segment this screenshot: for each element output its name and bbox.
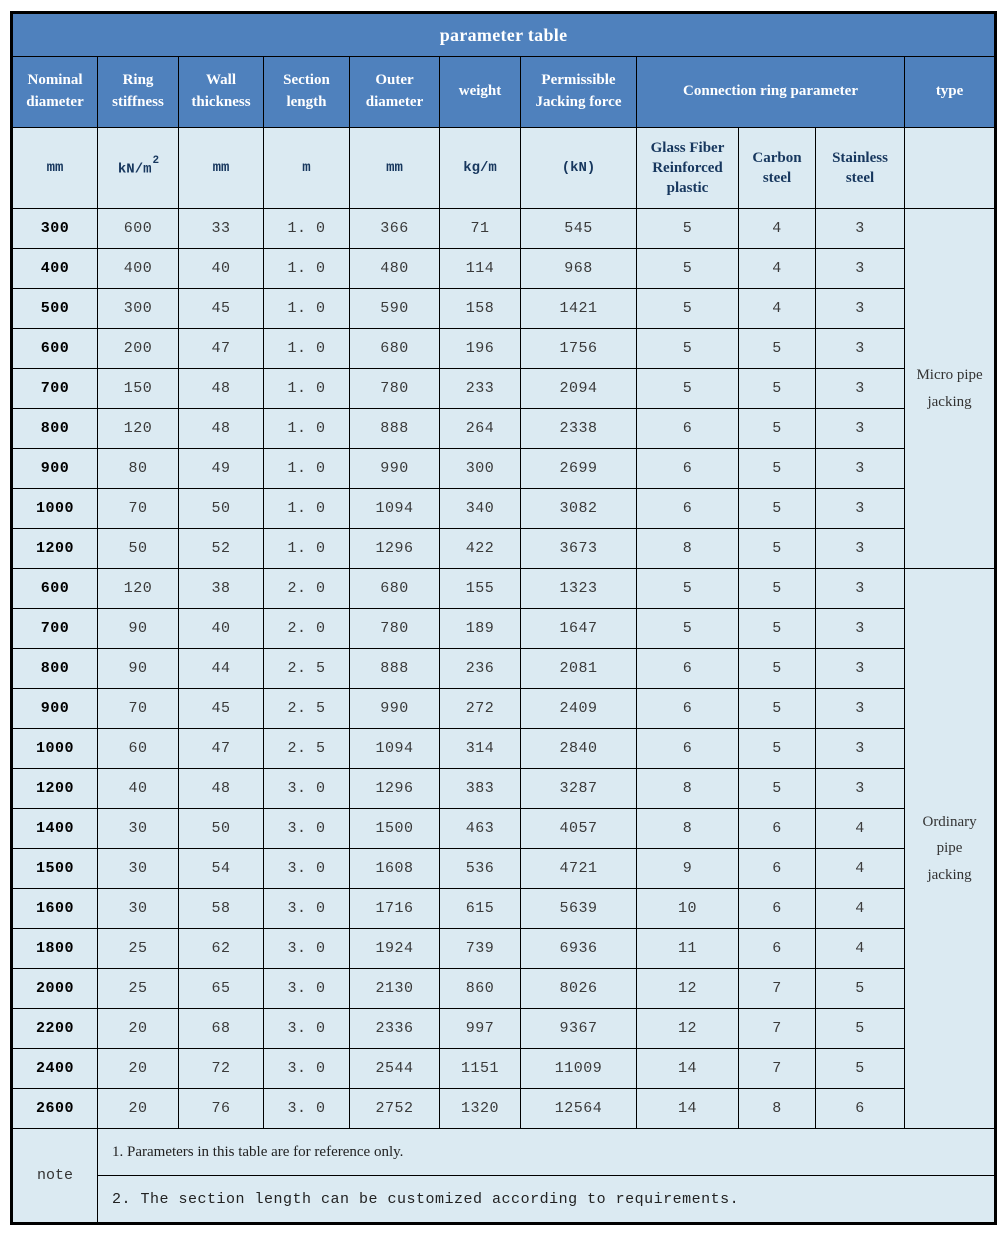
data-cell: 463	[440, 809, 521, 849]
data-cell: 5	[816, 1009, 905, 1049]
data-cell: 33	[179, 209, 264, 249]
data-cell: 6	[637, 729, 739, 769]
data-cell: 1094	[350, 729, 440, 769]
data-cell: 5	[637, 329, 739, 369]
data-cell: 1296	[350, 769, 440, 809]
data-cell: 14	[637, 1089, 739, 1129]
data-cell: 888	[350, 649, 440, 689]
data-cell: 1. 0	[264, 529, 350, 569]
data-cell: 1924	[350, 929, 440, 969]
data-cell: 5	[739, 369, 816, 409]
data-cell: 7	[739, 1009, 816, 1049]
data-cell: 2338	[521, 409, 637, 449]
data-cell: 3	[816, 569, 905, 609]
data-cell: 2. 0	[264, 609, 350, 649]
data-cell: 3673	[521, 529, 637, 569]
data-cell: 5	[637, 369, 739, 409]
table-row	[12, 969, 996, 1009]
col-header-connection-ring-group: Connection ring parameter	[637, 57, 905, 128]
data-cell: 20	[98, 1049, 179, 1089]
nominal-diameter-cell: 1400	[12, 809, 98, 849]
data-cell: 3	[816, 529, 905, 569]
data-cell: 1. 0	[264, 329, 350, 369]
data-cell: 3	[816, 649, 905, 689]
data-cell: 680	[350, 329, 440, 369]
data-cell: 4	[816, 929, 905, 969]
data-cell: 4	[816, 809, 905, 849]
table-row	[12, 1089, 996, 1129]
data-cell: 7	[739, 1049, 816, 1089]
nominal-diameter-cell: 400	[12, 249, 98, 289]
unit-ring-stiffness-exponent: 2	[152, 154, 160, 167]
sub-header-stainless-steel: Stainless steel	[816, 128, 905, 209]
data-cell: 44	[179, 649, 264, 689]
data-cell: 1608	[350, 849, 440, 889]
data-cell: 12	[637, 969, 739, 1009]
data-cell: 12564	[521, 1089, 637, 1129]
data-cell: 50	[179, 809, 264, 849]
data-cell: 1. 0	[264, 249, 350, 289]
data-cell: 90	[98, 609, 179, 649]
data-cell: 3	[816, 289, 905, 329]
data-cell: 600	[98, 209, 179, 249]
nominal-diameter-cell: 700	[12, 609, 98, 649]
data-cell: 48	[179, 409, 264, 449]
data-cell: 2. 5	[264, 649, 350, 689]
data-cell: 2409	[521, 689, 637, 729]
data-cell: 2699	[521, 449, 637, 489]
data-cell: 4	[816, 849, 905, 889]
data-cell: 680	[350, 569, 440, 609]
nominal-diameter-cell: 1000	[12, 489, 98, 529]
nominal-diameter-cell: 900	[12, 449, 98, 489]
data-cell: 6	[739, 849, 816, 889]
table-row	[12, 769, 996, 809]
data-cell: 272	[440, 689, 521, 729]
data-cell: 1421	[521, 289, 637, 329]
parameter-table	[10, 11, 997, 1225]
unit-nominal-diameter: mm	[12, 128, 98, 209]
data-cell: 5639	[521, 889, 637, 929]
data-cell: 11009	[521, 1049, 637, 1089]
data-cell: 5	[637, 609, 739, 649]
unit-weight: kg/m	[440, 128, 521, 209]
data-cell: 400	[98, 249, 179, 289]
unit-ring-stiffness	[98, 128, 179, 209]
nominal-diameter-cell: 1200	[12, 529, 98, 569]
unit-outer-diameter: mm	[350, 128, 440, 209]
data-cell: 49	[179, 449, 264, 489]
data-cell: 196	[440, 329, 521, 369]
pipe-type-cell: Micro pipe jacking	[905, 209, 996, 569]
data-cell: 70	[98, 489, 179, 529]
table-row	[12, 329, 996, 369]
nominal-diameter-cell: 2200	[12, 1009, 98, 1049]
title-row	[12, 13, 996, 57]
nominal-diameter-cell: 900	[12, 689, 98, 729]
data-cell: 536	[440, 849, 521, 889]
table-row	[12, 649, 996, 689]
data-cell: 383	[440, 769, 521, 809]
type-unit-empty-cell	[905, 128, 996, 209]
nominal-diameter-cell: 1500	[12, 849, 98, 889]
table-row	[12, 289, 996, 329]
data-cell: 5	[739, 649, 816, 689]
data-cell: 120	[98, 409, 179, 449]
data-cell: 2130	[350, 969, 440, 1009]
table-title: parameter table	[12, 13, 996, 57]
data-cell: 30	[98, 889, 179, 929]
data-cell: 60	[98, 729, 179, 769]
data-cell: 3. 0	[264, 849, 350, 889]
data-cell: 1756	[521, 329, 637, 369]
data-cell: 6	[739, 889, 816, 929]
unit-jacking-force: (kN)	[521, 128, 637, 209]
data-cell: 5	[739, 529, 816, 569]
data-cell: 6	[637, 449, 739, 489]
nominal-diameter-cell: 600	[12, 569, 98, 609]
table-body	[12, 209, 996, 1129]
data-cell: 3. 0	[264, 969, 350, 1009]
data-cell: 155	[440, 569, 521, 609]
data-cell: 70	[98, 689, 179, 729]
data-cell: 120	[98, 569, 179, 609]
data-cell: 6	[637, 689, 739, 729]
data-cell: 1. 0	[264, 409, 350, 449]
data-cell: 14	[637, 1049, 739, 1089]
nominal-diameter-cell: 500	[12, 289, 98, 329]
col-header-section-length: Section length	[264, 57, 350, 128]
table-row	[12, 569, 996, 609]
data-cell: 5	[637, 249, 739, 289]
col-header-type: type	[905, 57, 996, 128]
data-cell: 5	[637, 209, 739, 249]
unit-wall-thickness: mm	[179, 128, 264, 209]
table-row	[12, 369, 996, 409]
nominal-diameter-cell: 700	[12, 369, 98, 409]
data-cell: 6	[637, 489, 739, 529]
data-cell: 233	[440, 369, 521, 409]
table-row	[12, 689, 996, 729]
data-cell: 3	[816, 369, 905, 409]
data-cell: 1716	[350, 889, 440, 929]
data-cell: 2. 0	[264, 569, 350, 609]
data-cell: 968	[521, 249, 637, 289]
table-row	[12, 489, 996, 529]
note-line-2: 2. The section length can be customized according to requirements.	[98, 1176, 996, 1224]
data-cell: 5	[739, 689, 816, 729]
data-cell: 300	[440, 449, 521, 489]
data-cell: 5	[739, 609, 816, 649]
data-cell: 20	[98, 1009, 179, 1049]
data-cell: 3. 0	[264, 1009, 350, 1049]
table-row	[12, 849, 996, 889]
data-cell: 3. 0	[264, 1049, 350, 1089]
data-cell: 615	[440, 889, 521, 929]
table-row	[12, 809, 996, 849]
data-cell: 1323	[521, 569, 637, 609]
data-cell: 590	[350, 289, 440, 329]
note-row-2	[12, 1176, 996, 1224]
data-cell: 5	[637, 569, 739, 609]
table-row	[12, 729, 996, 769]
table-row	[12, 609, 996, 649]
data-cell: 20	[98, 1089, 179, 1129]
data-cell: 5	[739, 729, 816, 769]
data-cell: 50	[179, 489, 264, 529]
nominal-diameter-cell: 300	[12, 209, 98, 249]
table-row	[12, 1049, 996, 1089]
data-cell: 45	[179, 689, 264, 729]
data-cell: 114	[440, 249, 521, 289]
data-cell: 1. 0	[264, 449, 350, 489]
data-cell: 3. 0	[264, 769, 350, 809]
table-row	[12, 529, 996, 569]
data-cell: 3. 0	[264, 929, 350, 969]
data-cell: 780	[350, 369, 440, 409]
sub-header-carbon-steel: Carbon steel	[739, 128, 816, 209]
data-cell: 1094	[350, 489, 440, 529]
data-cell: 4721	[521, 849, 637, 889]
data-cell: 40	[179, 249, 264, 289]
data-cell: 2. 5	[264, 689, 350, 729]
data-cell: 38	[179, 569, 264, 609]
data-cell: 8	[637, 809, 739, 849]
data-cell: 1. 0	[264, 289, 350, 329]
data-cell: 4	[816, 889, 905, 929]
data-cell: 6	[739, 929, 816, 969]
data-cell: 5	[816, 1049, 905, 1089]
data-cell: 8	[637, 529, 739, 569]
data-cell: 9367	[521, 1009, 637, 1049]
data-cell: 47	[179, 329, 264, 369]
data-cell: 7	[739, 969, 816, 1009]
data-cell: 12	[637, 1009, 739, 1049]
col-header-weight: weight	[440, 57, 521, 128]
data-cell: 480	[350, 249, 440, 289]
data-cell: 1296	[350, 529, 440, 569]
data-cell: 3	[816, 449, 905, 489]
data-cell: 1. 0	[264, 369, 350, 409]
data-cell: 30	[98, 849, 179, 889]
data-cell: 780	[350, 609, 440, 649]
data-cell: 3	[816, 209, 905, 249]
col-header-ring-stiffness: Ring stiffness	[98, 57, 179, 128]
data-cell: 990	[350, 449, 440, 489]
data-cell: 1. 0	[264, 489, 350, 529]
nominal-diameter-cell: 600	[12, 329, 98, 369]
note-line-1: 1. Parameters in this table are for reference only.	[98, 1129, 996, 1176]
table-row	[12, 409, 996, 449]
data-cell: 6	[637, 409, 739, 449]
data-cell: 2081	[521, 649, 637, 689]
data-cell: 5	[739, 769, 816, 809]
nominal-diameter-cell: 1000	[12, 729, 98, 769]
data-cell: 4057	[521, 809, 637, 849]
note-label: note	[12, 1129, 98, 1224]
nominal-diameter-cell: 2000	[12, 969, 98, 1009]
nominal-diameter-cell: 2400	[12, 1049, 98, 1089]
data-cell: 860	[440, 969, 521, 1009]
data-cell: 50	[98, 529, 179, 569]
data-cell: 150	[98, 369, 179, 409]
nominal-diameter-cell: 1800	[12, 929, 98, 969]
data-cell: 2752	[350, 1089, 440, 1129]
data-cell: 10	[637, 889, 739, 929]
data-cell: 6	[637, 649, 739, 689]
data-cell: 5	[816, 969, 905, 1009]
data-cell: 2094	[521, 369, 637, 409]
nominal-diameter-cell: 1200	[12, 769, 98, 809]
data-cell: 997	[440, 1009, 521, 1049]
header-row	[12, 57, 996, 128]
data-cell: 40	[179, 609, 264, 649]
data-cell: 158	[440, 289, 521, 329]
data-cell: 6	[739, 809, 816, 849]
data-cell: 3	[816, 729, 905, 769]
data-cell: 2. 5	[264, 729, 350, 769]
data-cell: 1500	[350, 809, 440, 849]
data-cell: 47	[179, 729, 264, 769]
data-cell: 11	[637, 929, 739, 969]
data-cell: 3	[816, 609, 905, 649]
col-header-wall-thickness: Wall thickness	[179, 57, 264, 128]
data-cell: 314	[440, 729, 521, 769]
data-cell: 1151	[440, 1049, 521, 1089]
data-cell: 45	[179, 289, 264, 329]
data-cell: 4	[739, 249, 816, 289]
units-row	[12, 128, 996, 209]
data-cell: 76	[179, 1089, 264, 1129]
data-cell: 264	[440, 409, 521, 449]
data-cell: 71	[440, 209, 521, 249]
data-cell: 3	[816, 689, 905, 729]
data-cell: 80	[98, 449, 179, 489]
data-cell: 25	[98, 929, 179, 969]
data-cell: 5	[739, 489, 816, 529]
data-cell: 6	[816, 1089, 905, 1129]
sub-header-glass-fiber: Glass Fiber Reinforced plastic	[637, 128, 739, 209]
data-cell: 340	[440, 489, 521, 529]
table-row	[12, 889, 996, 929]
data-cell: 2544	[350, 1049, 440, 1089]
data-cell: 236	[440, 649, 521, 689]
data-cell: 888	[350, 409, 440, 449]
data-cell: 8	[739, 1089, 816, 1129]
table-row	[12, 449, 996, 489]
data-cell: 3	[816, 489, 905, 529]
table-row	[12, 1009, 996, 1049]
data-cell: 8	[637, 769, 739, 809]
data-cell: 30	[98, 809, 179, 849]
nominal-diameter-cell: 2600	[12, 1089, 98, 1129]
data-cell: 3287	[521, 769, 637, 809]
unit-ring-stiffness-base: kN/m	[117, 161, 152, 178]
data-cell: 5	[739, 449, 816, 489]
data-cell: 68	[179, 1009, 264, 1049]
data-cell: 422	[440, 529, 521, 569]
data-cell: 545	[521, 209, 637, 249]
data-cell: 9	[637, 849, 739, 889]
data-cell: 4	[739, 289, 816, 329]
data-cell: 40	[98, 769, 179, 809]
pipe-type-cell: Ordinary pipe jacking	[905, 569, 996, 1129]
data-cell: 52	[179, 529, 264, 569]
data-cell: 2840	[521, 729, 637, 769]
col-header-outer-diameter: Outer diameter	[350, 57, 440, 128]
data-cell: 65	[179, 969, 264, 1009]
data-cell: 3	[816, 249, 905, 289]
table-row	[12, 929, 996, 969]
data-cell: 189	[440, 609, 521, 649]
data-cell: 300	[98, 289, 179, 329]
data-cell: 3	[816, 329, 905, 369]
data-cell: 4	[739, 209, 816, 249]
data-cell: 54	[179, 849, 264, 889]
data-cell: 5	[637, 289, 739, 329]
data-cell: 2336	[350, 1009, 440, 1049]
data-cell: 6936	[521, 929, 637, 969]
table-row	[12, 249, 996, 289]
data-cell: 200	[98, 329, 179, 369]
data-cell: 90	[98, 649, 179, 689]
data-cell: 5	[739, 569, 816, 609]
nominal-diameter-cell: 800	[12, 649, 98, 689]
unit-section-length: m	[264, 128, 350, 209]
col-header-jacking-force: Permissible Jacking force	[521, 57, 637, 128]
data-cell: 5	[739, 329, 816, 369]
table-row	[12, 209, 996, 249]
data-cell: 1. 0	[264, 209, 350, 249]
data-cell: 990	[350, 689, 440, 729]
data-cell: 8026	[521, 969, 637, 1009]
note-row-1	[12, 1129, 996, 1176]
data-cell: 48	[179, 369, 264, 409]
data-cell: 62	[179, 929, 264, 969]
data-cell: 3. 0	[264, 889, 350, 929]
data-cell: 1647	[521, 609, 637, 649]
nominal-diameter-cell: 1600	[12, 889, 98, 929]
data-cell: 3. 0	[264, 1089, 350, 1129]
data-cell: 25	[98, 969, 179, 1009]
data-cell: 3	[816, 409, 905, 449]
data-cell: 58	[179, 889, 264, 929]
data-cell: 5	[739, 409, 816, 449]
data-cell: 3. 0	[264, 809, 350, 849]
data-cell: 3082	[521, 489, 637, 529]
data-cell: 72	[179, 1049, 264, 1089]
data-cell: 48	[179, 769, 264, 809]
data-cell: 739	[440, 929, 521, 969]
col-header-nominal-diameter: Nominal diameter	[12, 57, 98, 128]
data-cell: 1320	[440, 1089, 521, 1129]
data-cell: 3	[816, 769, 905, 809]
data-cell: 366	[350, 209, 440, 249]
nominal-diameter-cell: 800	[12, 409, 98, 449]
